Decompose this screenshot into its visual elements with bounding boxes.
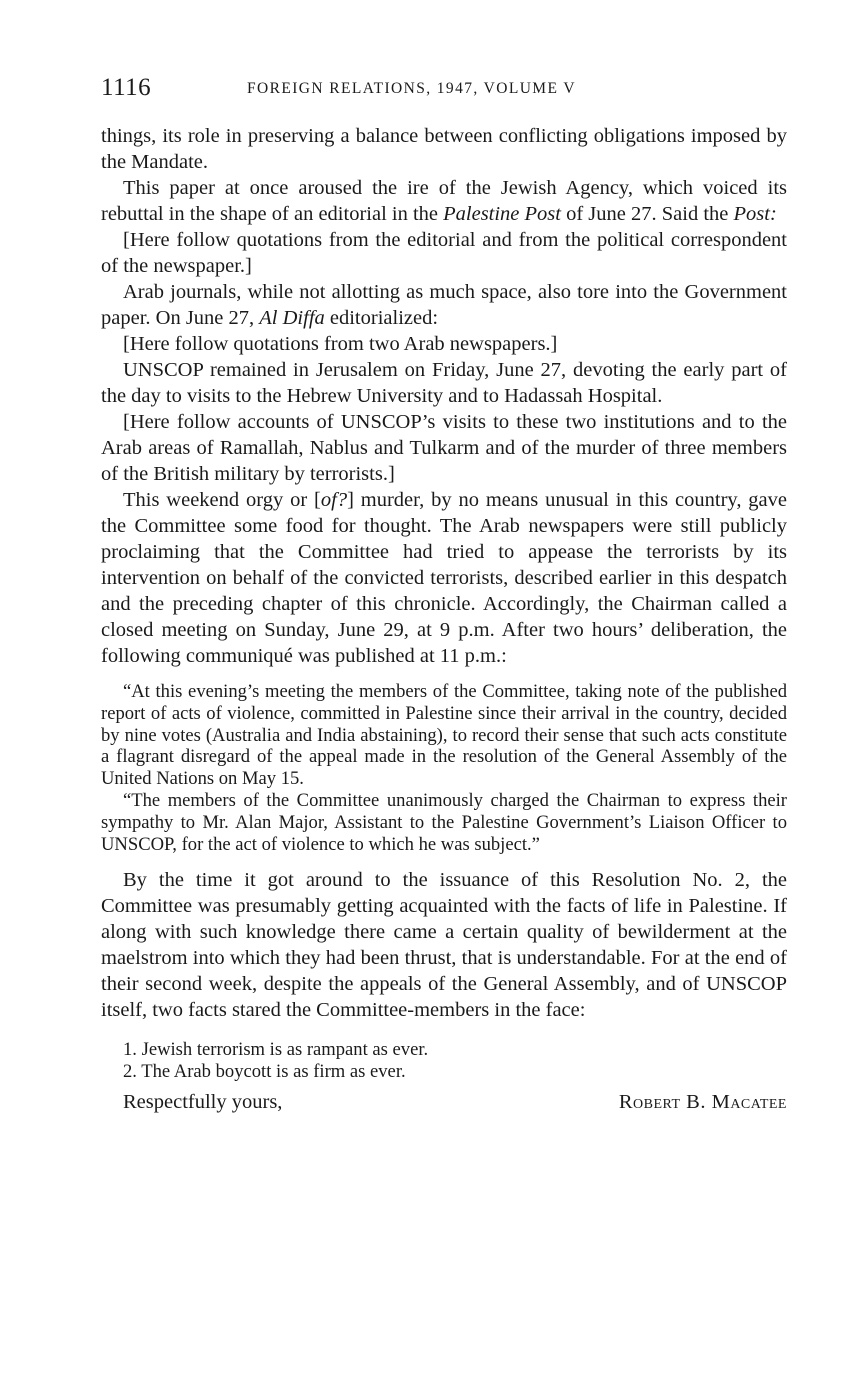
paragraph-2 xyxy=(101,175,787,227)
paragraph-9: By the time it got around to the issuance of this Resolution No. 2, the Committee was presumably getting acquainted with the facts of life in Palestine. If along with such knowledge there came a certain quality of bewilderment at the maelstrom into which they had been thrust, that is understandable. For at the end of their second week, despite the appeals of the General Assembly, and of UNSCOP itself, two facts stared the Committee-members in the face: xyxy=(101,869,787,1022)
paragraph-7: [Here follow accounts of UNSCOP’s visits to these two institutions and to the Arab areas of Ramallah, Nablus and Tulkarm and of the murder of three members of the British military by terrorists.] xyxy=(101,411,787,485)
communique-quote xyxy=(101,681,787,855)
list-item: 2. The Arab boycott is as firm as ever. xyxy=(123,1061,406,1083)
running-title: FOREIGN RELATIONS, 1947, VOLUME V xyxy=(247,80,576,97)
signature: Robert B. Macatee xyxy=(618,1091,787,1114)
paragraph-8 xyxy=(101,487,787,669)
paragraph-2-text-b: of June 27. Said the xyxy=(560,203,734,225)
page-header xyxy=(101,74,787,104)
newspaper-title-post: Post: xyxy=(733,203,777,225)
editorial-insertion: of? xyxy=(320,489,348,511)
paragraph-4-text-a: Arab journals, while not allotting as much space, also tore into the Government paper. On June 27, xyxy=(101,281,787,329)
newspaper-title-palestine-post: Palestine Post xyxy=(443,203,561,225)
paragraph-4-text-b: editorialized: xyxy=(324,307,439,329)
newspaper-title-al-diffa: Al Diffa xyxy=(259,307,325,329)
paragraph-6: UNSCOP remained in Jerusalem on Friday, June 27, devoting the early part of the day to visits to the Hebrew University and to Hadassah Hospital. xyxy=(101,359,787,407)
salutation: Respectfully yours, xyxy=(123,1091,283,1114)
paragraph-5: [Here follow quotations from two Arab newspapers.] xyxy=(123,333,558,355)
document-page xyxy=(101,74,787,1115)
quote-paragraph-2: “The members of the Committee unanimously charged the Chairman to express their sympathy to Mr. Alan Major, Assistant to the Palestine Government’s Liaison Officer to UNSCOP, for the act of violence to which he was subject.” xyxy=(101,789,787,855)
paragraph-4 xyxy=(101,279,787,331)
closing xyxy=(101,1089,787,1115)
paragraph-8-text-b: ] murder, by no means unusual in this country, gave the Committee some food for thought. The Arab newspapers were still publicly proclaiming that the Committee had tried to appease the terrorists by its intervention on behalf of the convicted terrorists, described earlier in this despatch and the preceding chapter of this chronicle. Accordingly, the Chairman called a closed meeting on Sunday, June 29, at 9 p.m. After two hours’ deliberation, the following communiqué was published at 11 p.m.: xyxy=(101,489,788,667)
document-body xyxy=(101,123,787,1115)
quote-paragraph-1: “At this evening’s meeting the members of the Committee, taking note of the published report of acts of violence, committed in Palestine since their arrival in the country, decided by nine votes (Australia and India abstaining), to record their sense that such acts constitute a flagrant disregard of the appeal made in the resolution of the General Assembly of the United Nations on May 15. xyxy=(101,681,787,790)
paragraph-3: [Here follow quotations from the editorial and from the political correspondent of the newspaper.] xyxy=(101,229,787,277)
paragraph-8-text-a: This weekend orgy or [ xyxy=(123,489,321,511)
facts-list xyxy=(101,1039,787,1083)
page-number: 1116 xyxy=(101,74,152,101)
list-item: 1. Jewish terrorism is as rampant as ever. xyxy=(123,1039,429,1061)
paragraph-1: things, its role in preserving a balance between conflicting obligations imposed by the Mandate. xyxy=(101,125,787,173)
paragraph-2-text-a: This paper at once aroused the ire of the Jewish Agency, which voiced its rebuttal in the shape of an editorial in the xyxy=(101,177,787,225)
